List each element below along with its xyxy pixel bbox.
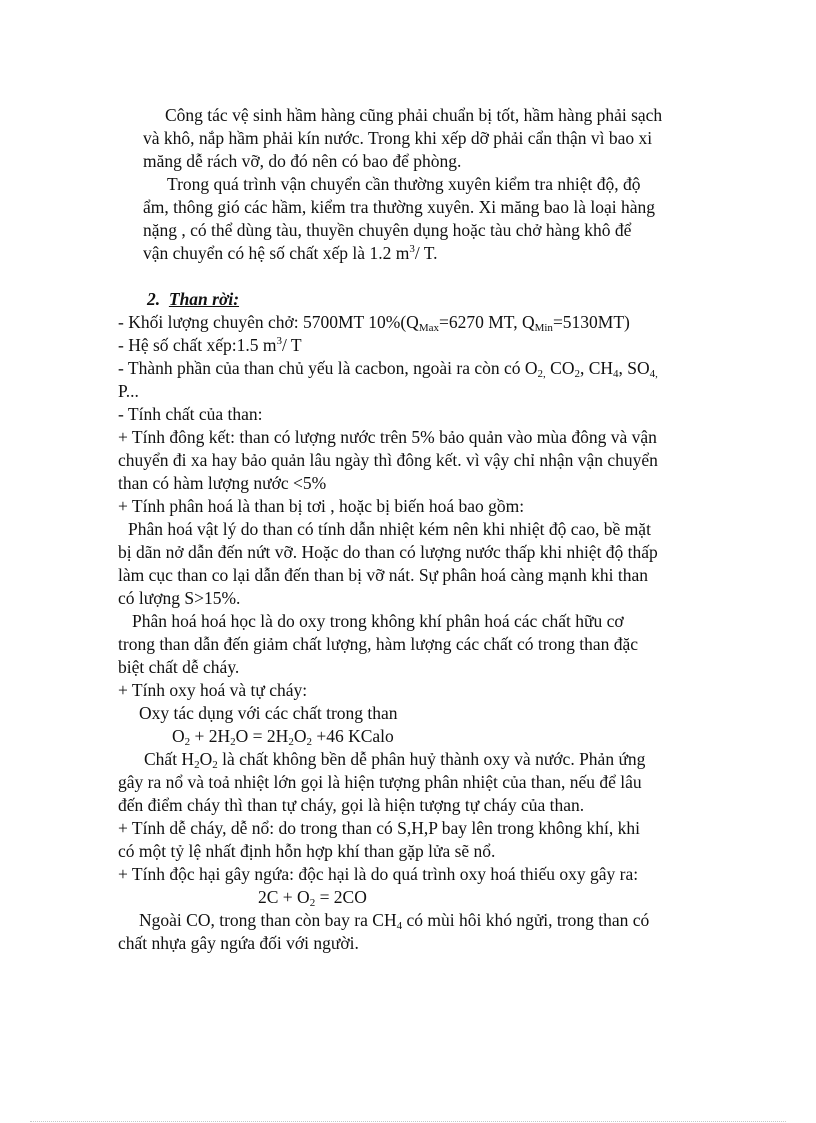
paragraph-line: có lượng S>15%. (118, 588, 241, 608)
paragraph-line: vận chuyển có hệ số chất xếp là 1.2 $m^3/$ T. (143, 243, 438, 263)
paragraph-line: ẩm, thông gió các hầm, kiểm tra thường xuyên. Xi măng bao là loại hàng (143, 197, 656, 217)
heading-number: 2. (147, 289, 161, 309)
paragraph-line: + Tính đông kết: than có lượng nước trên 5% bảo quản vào mùa đông và vận (118, 427, 657, 447)
list-item: - Hệ số chất xếp:1.5 $m^3/$ T (118, 335, 302, 355)
paragraph-line: có một tỷ lệ nhất định hỗn hợp khí than gặp lửa sẽ nổ. (118, 841, 496, 861)
paragraph-line: Trong quá trình vận chuyển cần thường xuyên kiểm tra nhiệt độ, độ (167, 174, 641, 194)
paragraph-line: Oxy tác dụng với các chất trong than (139, 703, 398, 723)
paragraph-line: Công tác vệ sinh hầm hàng cũng phải chuẩn bị tốt, hầm hàng phải sạch (165, 105, 663, 125)
paragraph-line: + Tính oxy hoá và tự cháy: (118, 680, 308, 700)
paragraph-line: biệt chất dễ cháy. (118, 657, 240, 677)
paragraph-line: Phân hoá vật lý do than có tính dẫn nhiệt kém nên khi nhiệt độ cao, bề mặt (128, 519, 651, 539)
paragraph-line: + Tính độc hại gây ngứa: độc hại là do quá trình oxy hoá thiếu oxy gây ra: (118, 864, 639, 884)
paragraph-line: chất nhựa gây ngứa đối với người. (118, 933, 359, 953)
list-item: - Thành phần của than chủ yếu là cacbon, ngoài ra còn có $O_{2,}$ $CO_2$, $CH_4$, $SO_{4,}$ (118, 358, 658, 380)
list-item: - Tính chất của than: (118, 404, 263, 424)
paragraph-line: chuyển đi xa hay bảo quản lâu ngày thì đông kết. vì vậy chỉ nhận vận chuyển (118, 450, 658, 470)
equation: $2C + O_2 = 2CO$ (258, 887, 367, 909)
paragraph-line: măng dễ rách vỡ, do đó nên có bao để phòng. (143, 151, 462, 171)
paragraph-line: trong than dẫn đến giảm chất lượng, hàm lượng các chất có trong than đặc (118, 634, 639, 654)
paragraph-line: + Tính dễ cháy, dễ nổ: do trong than có S,H,P bay lên trong không khí, khi (118, 818, 641, 838)
paragraph-line: làm cục than co lại dẫn đến than bị vỡ nát. Sự phân hoá càng mạnh khi than (118, 565, 648, 585)
paragraph-line: Chất $H_2O_2$ là chất không bền dễ phân huỷ thành oxy và nước. Phản ứng (144, 749, 646, 771)
section-heading (147, 288, 239, 311)
paragraph-line: bị dãn nở dẫn đến nứt vỡ. Hoặc do than có lượng nước thấp khi nhiệt độ thấp (118, 542, 658, 562)
heading-title: Than rời: (168, 289, 240, 309)
paragraph-line: Ngoài CO, trong than còn bay ra $CH_4$ có mùi hôi khó ngửi, trong than có (139, 910, 650, 932)
paragraph-line: Phân hoá hoá học là do oxy trong không khí phân hoá các chất hữu cơ (132, 611, 624, 631)
page-bottom-border (30, 1121, 786, 1122)
list-item: - Khối lượng chuyên chở: 5700MT $10\%(Q_{Max}=6270$ MT, $Q_{Min}=5130MT$) (118, 312, 630, 334)
paragraph-line: gây ra nổ và toả nhiệt lớn gọi là hiện tượng phân nhiệt của than, nếu để lâu (118, 772, 642, 792)
paragraph-line: than có hàm lượng nước <5% (118, 473, 327, 493)
paragraph-line: + Tính phân hoá là than bị tơi , hoặc bị biến hoá bao gồm: (118, 496, 525, 516)
paragraph-line: và khô, nắp hầm phải kín nước. Trong khi xếp dỡ phải cẩn thận vì bao xi (143, 128, 653, 148)
paragraph-line: nặng , có thể dùng tàu, thuyền chuyên dụng hoặc tàu chở hàng khô để (143, 220, 632, 240)
paragraph-line: đến điểm cháy thì than tự cháy, gọi là hiện tượng tự cháy của than. (118, 795, 585, 815)
list-item: P... (118, 381, 139, 401)
equation: $O_2 + 2H_2O = 2H_2O_2 +46$ KCalo (172, 726, 394, 748)
